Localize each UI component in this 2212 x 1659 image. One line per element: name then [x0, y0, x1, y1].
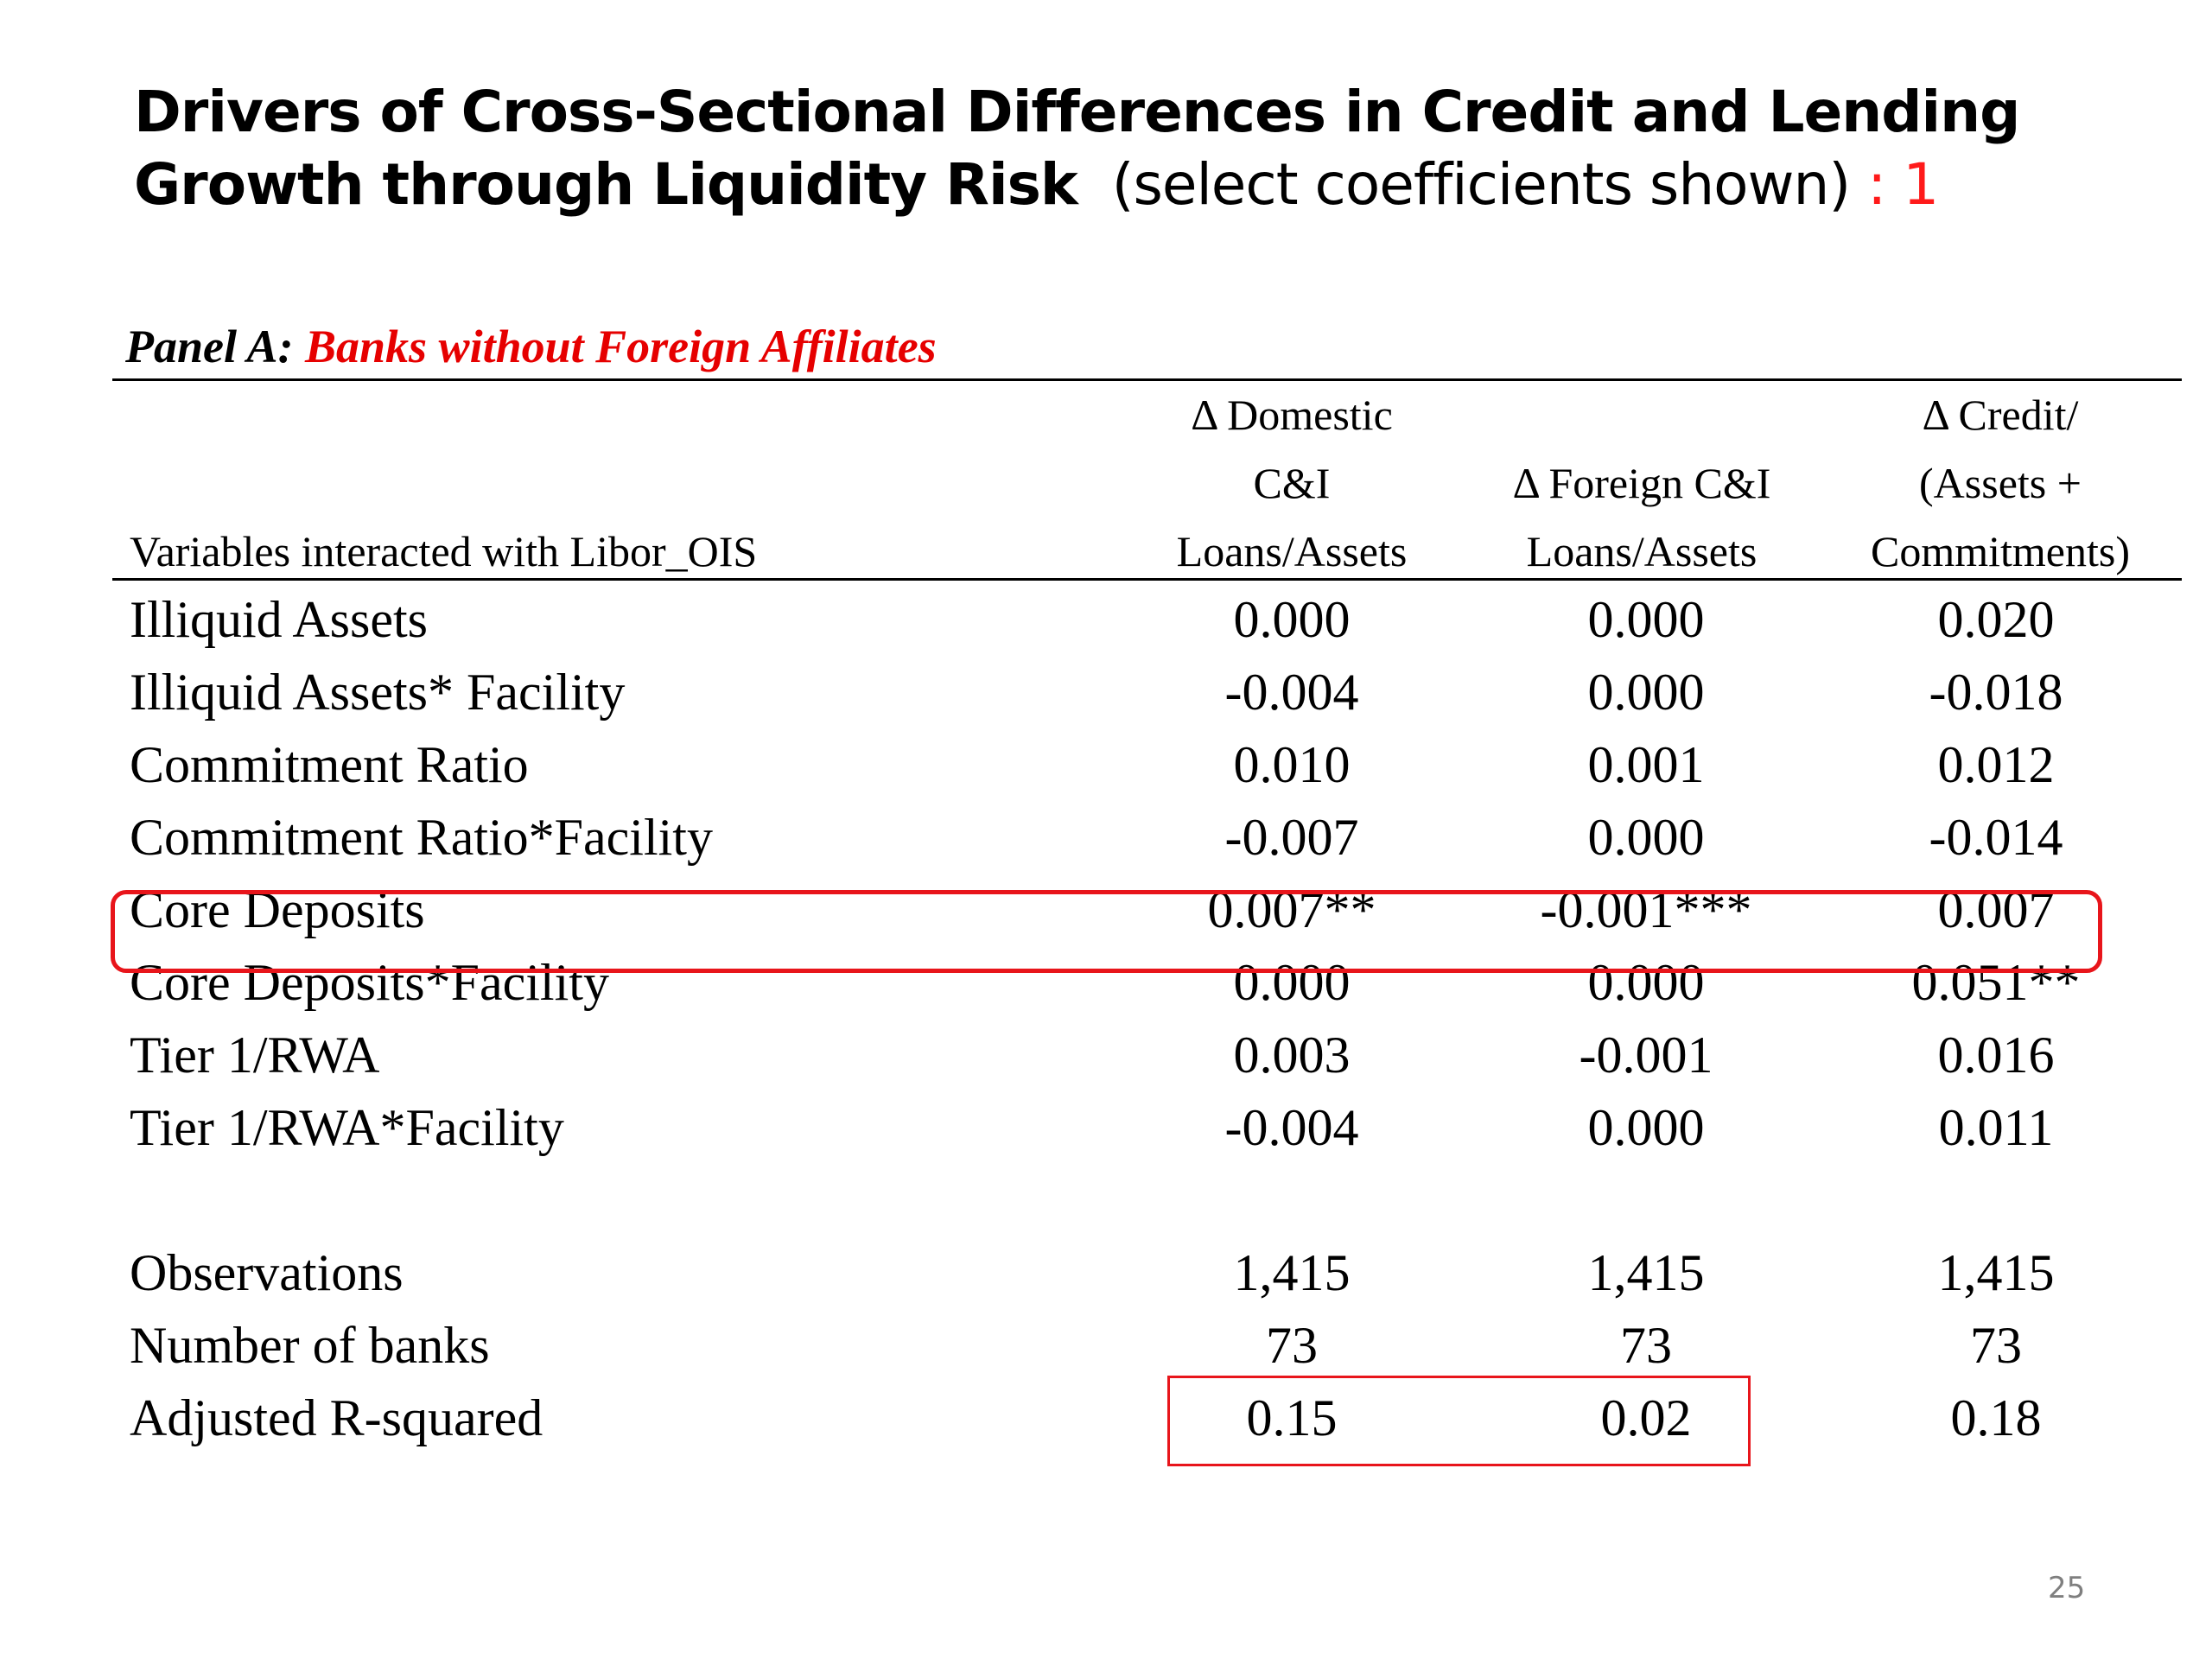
core-deposits-highlight-box	[111, 890, 2102, 973]
row-label: Tier 1/RWA	[130, 1027, 380, 1084]
row-label: Adjusted R-squared	[130, 1389, 543, 1446]
cell-value: 1,415	[1233, 1244, 1351, 1301]
cell-value: 0.011	[1938, 1099, 2054, 1156]
column-header-line: C&I	[1253, 459, 1331, 507]
cell-value: 0.000	[1587, 809, 1705, 866]
cell-value: -0.014	[1929, 809, 2063, 866]
cell-value: 73	[1266, 1317, 1318, 1374]
title-line-1-text: Drivers of Cross-Sectional Differences in Credit and Lending	[134, 79, 2020, 145]
row-label: Tier 1/RWA*Facility	[130, 1099, 564, 1156]
column-header-foreign	[1495, 449, 1789, 586]
table-row	[0, 583, 2212, 656]
cell-value: 0.012	[1937, 736, 2055, 793]
cell-value: -0.018	[1929, 664, 2063, 721]
cell-value: 0.051**	[1911, 954, 2081, 1011]
cell-value: 0.000	[1587, 954, 1705, 1011]
stats-row	[0, 1309, 2212, 1382]
column-header-line: (Assets +	[1919, 459, 2082, 507]
cell-value: -0.004	[1224, 1099, 1359, 1156]
cell-value: 1,415	[1587, 1244, 1705, 1301]
column-header-line: Δ Domestic	[1191, 391, 1393, 439]
cell-value: 73	[1970, 1317, 2022, 1374]
column-header-line: Δ Foreign C&I	[1512, 459, 1771, 507]
cell-value: 0.000	[1587, 664, 1705, 721]
row-label: Illiquid Assets	[130, 591, 429, 648]
title-line-2-normal: (select coefficients shown)	[1111, 151, 1851, 218]
row-label: Number of banks	[130, 1317, 490, 1374]
page-number: 25	[2048, 1571, 2086, 1605]
row-label: Core Deposits*Facility	[130, 954, 609, 1011]
column-header-credit	[1840, 381, 2160, 586]
cell-value: 0.000	[1233, 954, 1351, 1011]
column-header-line: Loans/Assets	[1176, 527, 1408, 575]
panel-label	[125, 320, 937, 373]
cell-value: -0.004	[1224, 664, 1359, 721]
cell-value: -0.007	[1224, 809, 1359, 866]
column-header-line: Δ Credit/	[1922, 391, 2079, 439]
table-row	[0, 801, 2212, 874]
panel-prefix: Panel A:	[125, 321, 294, 372]
cell-value: 1,415	[1937, 1244, 2055, 1301]
cell-value: 0.000	[1587, 591, 1705, 648]
table-row	[0, 1019, 2212, 1091]
cell-value: 0.000	[1587, 1099, 1705, 1156]
table-row	[0, 656, 2212, 728]
panel-name: Banks without Foreign Affiliates	[304, 321, 937, 372]
cell-value: 0.007**	[1207, 881, 1376, 938]
table-row	[0, 1091, 2212, 1164]
cell-value: -0.001	[1579, 1027, 1713, 1084]
cell-value: 0.020	[1937, 591, 2055, 648]
cell-value: 73	[1620, 1317, 1672, 1374]
title-line-2-bold: Growth through Liquidity Risk	[134, 151, 1077, 218]
stats-row	[0, 1236, 2212, 1309]
column-header-domestic	[1145, 381, 1439, 586]
cell-value: 0.02	[1600, 1389, 1692, 1446]
table-row	[0, 728, 2212, 801]
cell-value: 0.016	[1937, 1027, 2055, 1084]
title-line-1	[134, 76, 2121, 149]
column-header-line: Loans/Assets	[1526, 527, 1758, 575]
row-label: Core Deposits	[130, 881, 425, 938]
stats-row	[0, 1382, 2212, 1454]
cell-value: -0.001***	[1540, 881, 1752, 938]
row-label: Commitment Ratio*Facility	[130, 809, 713, 866]
cell-value: 0.15	[1246, 1389, 1338, 1446]
cell-value: 0.010	[1233, 736, 1351, 793]
slide-title	[134, 76, 2121, 221]
column-header-line: Commitments)	[1871, 527, 2130, 575]
cell-value: 0.18	[1950, 1389, 2042, 1446]
cell-value: 0.001	[1587, 736, 1705, 793]
cell-value: 0.003	[1233, 1027, 1351, 1084]
r-squared-highlight-box	[1167, 1376, 1751, 1466]
row-label: Illiquid Assets* Facility	[130, 664, 626, 721]
cell-value: 0.007	[1937, 881, 2055, 938]
title-line-2	[134, 149, 2121, 221]
row-label: Observations	[130, 1244, 404, 1301]
title-line-2-red: : 1	[1867, 151, 1939, 218]
row-label: Commitment Ratio	[130, 736, 529, 793]
cell-value: 0.000	[1233, 591, 1351, 648]
variables-header: Variables interacted with Libor_OIS	[130, 527, 758, 575]
